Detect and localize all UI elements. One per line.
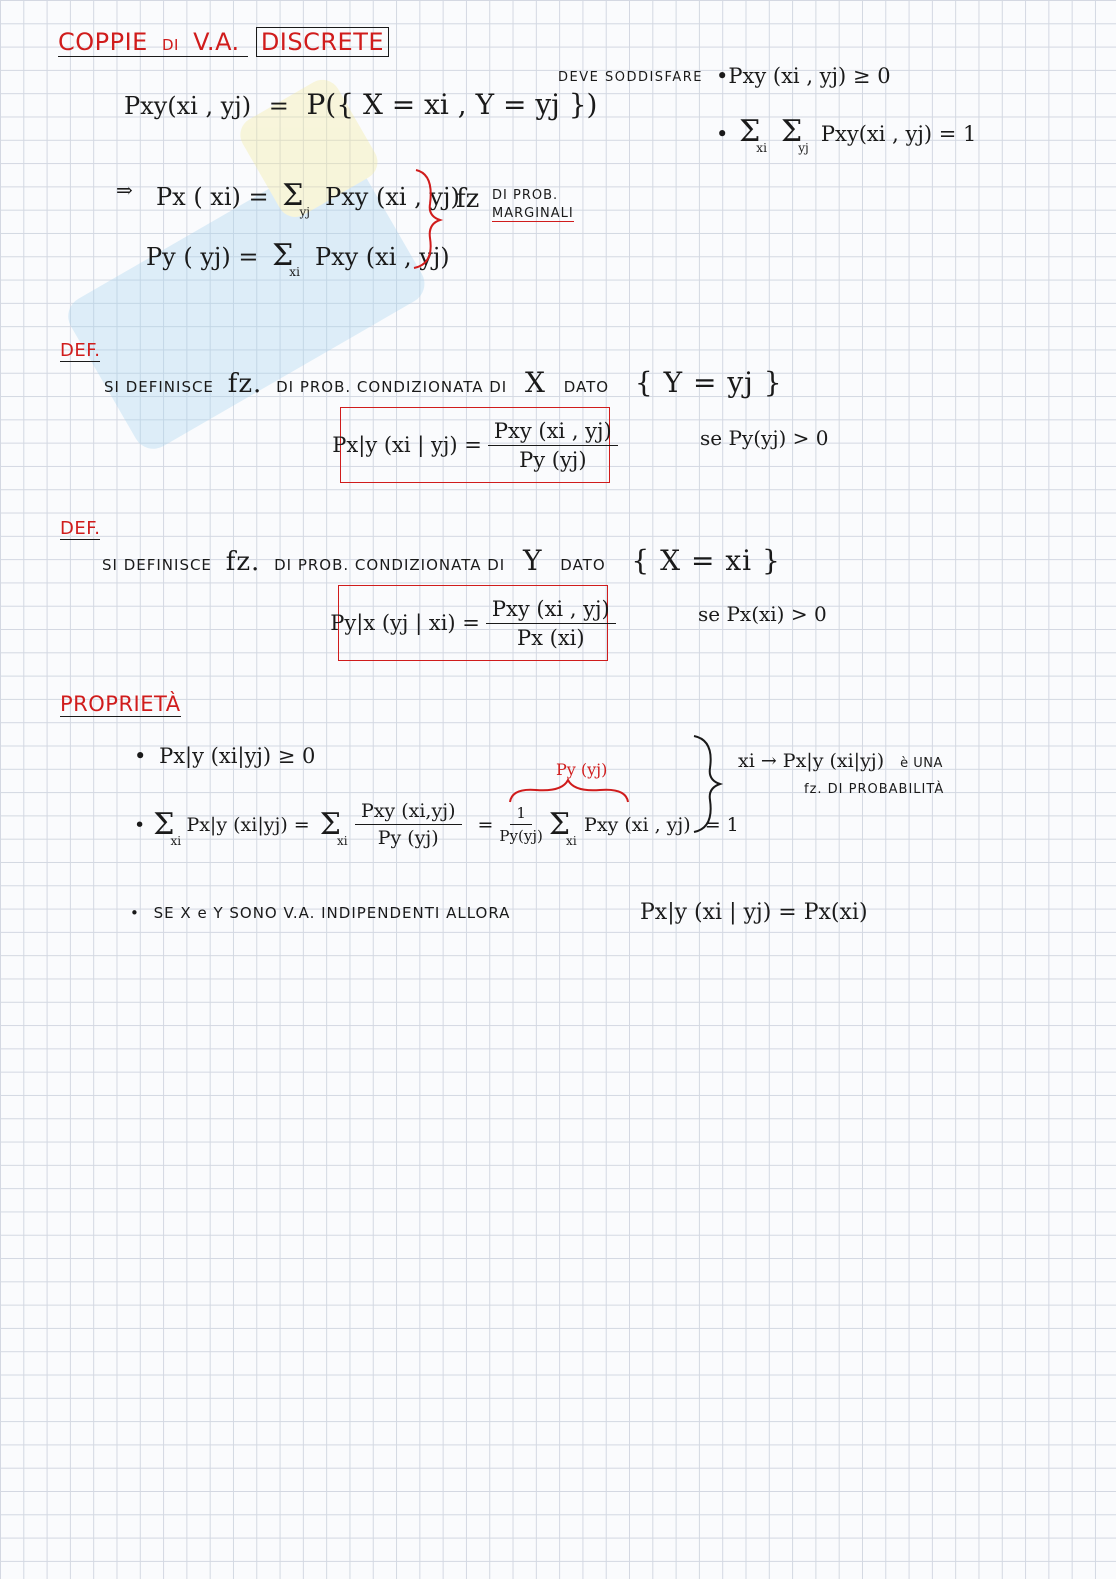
- properties-brace: [690, 732, 730, 836]
- property-2-sum-3-sub: xi: [566, 834, 577, 848]
- def2-fraction-den: Px (xi): [517, 625, 585, 650]
- properties-side-map: [738, 750, 943, 772]
- marginal-py-sum: Σ xi: [272, 238, 300, 279]
- property-2-fraction-num: Pxy (xi,yj): [355, 800, 462, 825]
- def1-statement: [104, 366, 783, 399]
- property-2-fraction-2-den: Py(yj): [499, 827, 543, 845]
- joint-lhs: Pxy(xi , yj): [124, 92, 252, 120]
- def1-fraction-num: Pxy (xi , yj): [488, 419, 618, 446]
- property-1-bullet: •: [134, 744, 147, 768]
- sum-sub-xi: xi: [756, 141, 767, 155]
- title-di: DI: [161, 36, 179, 54]
- def2-text-mid: DI PROB. CONDIZIONATA DI: [274, 556, 506, 574]
- def1-var: X: [525, 366, 546, 399]
- marginal-px-expr: Pxy (xi , yj): [325, 183, 460, 211]
- properties-side-map-expr: xi → Px|y (xi|yj): [738, 750, 885, 772]
- def2-fraction-num: Pxy (xi , yj): [486, 597, 616, 624]
- def2-fraction: [486, 597, 616, 650]
- def1-condition: se Py(yj) > 0: [700, 426, 829, 450]
- marginal-px-lhs: Px ( xi) =: [156, 183, 269, 211]
- def2-text-pre: SI DEFINISCE: [102, 556, 212, 574]
- property-3: [130, 904, 510, 922]
- joint-eq: =: [268, 92, 289, 120]
- def1-tag: DEF.: [60, 340, 101, 361]
- property-3-formula: Px|y (xi | yj) = Px(xi): [640, 900, 868, 925]
- def2-dato: DATO: [560, 556, 606, 574]
- marginal-label-f: fz: [456, 184, 480, 214]
- property-2-fraction-den: Py (yj): [377, 827, 439, 849]
- property-2-sum-2-sub: xi: [336, 834, 348, 848]
- property-2-b: Pxy (xi , yj): [584, 813, 691, 836]
- property-2-brace-label: Py (yj): [556, 760, 608, 779]
- must-satisfy-label: DEVE SODDISFARE: [558, 70, 703, 85]
- property-2-sum-1: Σ xi: [153, 807, 182, 848]
- marginal-label-line1: DI PROB.: [492, 188, 559, 203]
- property-2: [134, 800, 739, 849]
- marginal-py: [146, 238, 450, 279]
- property-2-c: = 1: [704, 813, 739, 836]
- marginal-px-sum-sub: yj: [299, 205, 310, 219]
- title-coppie: COPPIE: [58, 28, 148, 56]
- property-3-bullet: •: [130, 904, 140, 922]
- def1-formula-lhs: Px|y (xi | yj) =: [332, 433, 482, 457]
- condition-sum-expr: Pxy(xi , yj) = 1: [820, 122, 977, 146]
- property-1-expr: Px|y (xi|yj) ≥ 0: [159, 744, 316, 768]
- title-va: V.A.: [193, 28, 240, 56]
- marginal-py-lhs: Py ( yj) =: [146, 243, 259, 271]
- def1-fraction-den: Py (yj): [519, 447, 587, 472]
- def1-given: { Y = yj }: [634, 366, 783, 399]
- property-2-eq2: =: [477, 813, 494, 836]
- property-3-text: SE X e Y SONO V.A. INDIPENDENTI ALLORA: [153, 904, 511, 922]
- marginal-py-sum-sub: xi: [289, 265, 300, 279]
- def1-fraction: [488, 419, 618, 472]
- def2-condition: se Px(xi) > 0: [698, 602, 827, 626]
- def2-formula-lhs: Py|x (yj | xi) =: [330, 611, 480, 635]
- sum-symbol-xi: Σ xi: [739, 114, 767, 155]
- property-2-fraction: [355, 800, 462, 849]
- marginal-px-sum: Σ yj: [282, 178, 310, 219]
- def2-tag: DEF.: [60, 518, 101, 539]
- def2-given: { X = xi }: [631, 544, 781, 577]
- section-title: [58, 28, 389, 56]
- properties-side-line2: fz. DI PROBABILITÀ: [804, 782, 945, 797]
- joint-definition: [124, 88, 597, 121]
- def2-formula-box: [330, 585, 610, 661]
- property-2-sum-3: Σ xi: [548, 807, 577, 848]
- def2-statement: [102, 544, 781, 577]
- marginal-label-line2: MARGINALI: [492, 206, 574, 221]
- property-2-sum-2: Σ xi: [319, 807, 348, 848]
- properties-title: PROPRIETÀ: [60, 692, 181, 716]
- marginal-brace: [408, 164, 448, 274]
- def2-text-f: fz.: [225, 547, 261, 577]
- implies-arrow: ⇒: [116, 178, 133, 202]
- sum-sub-yj: yj: [798, 141, 809, 155]
- properties-side-e: è UNA: [900, 756, 943, 771]
- def1-text-mid: DI PROB. CONDIZIONATA DI: [276, 378, 508, 396]
- property-2-sum-1-sub: xi: [170, 834, 182, 848]
- def1-text-pre: SI DEFINISCE: [104, 378, 214, 396]
- condition-nonnegative: •Pxy (xi , yj) ≥ 0: [716, 64, 891, 88]
- def1-dato: DATO: [563, 378, 610, 396]
- property-1: [134, 744, 315, 768]
- def1-formula-box: [332, 407, 612, 483]
- property-2-a: Px|y (xi|yj) =: [186, 813, 310, 836]
- joint-rhs: P({ X = xi , Y = yj }): [306, 88, 598, 121]
- condition-bullet: •: [716, 122, 729, 146]
- def2-var: Y: [523, 544, 543, 577]
- title-discrete-box: DISCRETE: [256, 27, 389, 57]
- property-2-fraction-2-num: 1: [510, 804, 532, 825]
- property-2-fraction-2: [499, 804, 542, 845]
- def1-text-f: fz.: [227, 369, 263, 399]
- sum-symbol-yj: Σ yj: [780, 114, 809, 155]
- property-2-bullet: •: [134, 813, 146, 836]
- marginal-py-expr: Pxy (xi , yj): [314, 243, 450, 271]
- condition-sum-one: [716, 114, 977, 155]
